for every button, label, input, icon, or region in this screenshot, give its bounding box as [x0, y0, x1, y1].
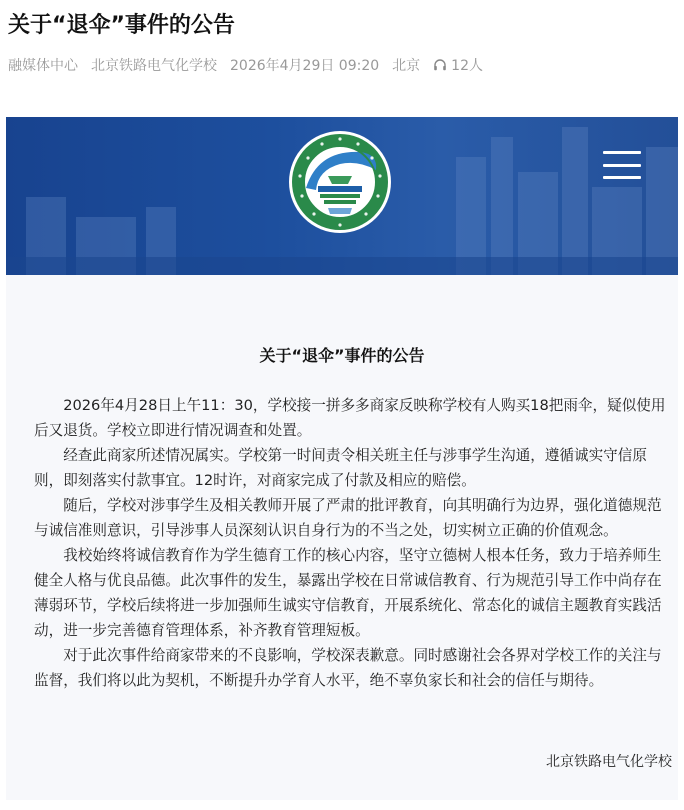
listener-count: 12人 — [451, 58, 483, 74]
school-emblem-logo — [288, 130, 392, 234]
menu-line — [603, 176, 641, 179]
meta-datetime: 2026年4月29日 09:20 — [230, 58, 380, 74]
menu-line — [603, 164, 641, 167]
meta-source[interactable]: 融媒体中心 — [8, 58, 78, 74]
notice-paragraph: 对于此次事件给商家带来的不良影响，学校深表歉意。同时感谢社会各界对学校工作的关注与监督，我们将以此为契机，不断提升办学育人水平，绝不辜负家长和社会的信任与期待。 — [34, 647, 662, 689]
article-meta — [8, 55, 483, 75]
menu-line — [603, 151, 641, 154]
school-banner — [6, 117, 678, 275]
article-title: 关于“退伞”事件的公告 — [8, 13, 235, 38]
notice-paragraph: 我校始终将诚信教育作为学生德育工作的核心内容，坚守立德树人根本任务，致力于培养师生健全人格与优良品德。此次事件的发生，暴露出学校在日常诚信教育、行为规范引导工作中尚存在薄弱环节，学校后续将进一步加强师生诚实守信教育，开展系统化、常态化的诚信主题教育实践活动，进一步完善德育管理体系，补齐教育管理短板。 — [34, 547, 662, 639]
meta-location: 北京 — [392, 58, 421, 74]
notice-paragraph: 随后，学校对涉事学生及相关教师开展了严肃的批评教育，向其明确行为边界，强化道德规范与诚信准则意识，引导涉事人员深刻认识自身行为的不当之处，切实树立正确的价值观念。 — [34, 497, 662, 539]
notice-paragraph: 2026年4月28日上午11：30，学校接一拼多多商家反映称学校有人购买18把雨伞，疑似使用后又退货。学校立即进行情况调查和处置。 — [34, 397, 666, 439]
meta-author[interactable]: 北京铁路电气化学校 — [91, 58, 217, 74]
notice-title: 关于“退伞”事件的公告 — [259, 346, 425, 365]
notice-body — [34, 393, 674, 693]
headset-icon[interactable] — [433, 58, 447, 72]
hamburger-menu-icon[interactable] — [603, 151, 641, 179]
notice-paragraph: 经查此商家所述情况属实。学校第一时间责令相关班主任与涉事学生沟通，遵循诚实守信原则，即刻落实付款事宜。12时许，对商家完成了付款及相应的赔偿。 — [34, 447, 647, 489]
notice-signature: 北京铁路电气化学校 — [546, 754, 672, 770]
notice-card — [6, 117, 678, 800]
